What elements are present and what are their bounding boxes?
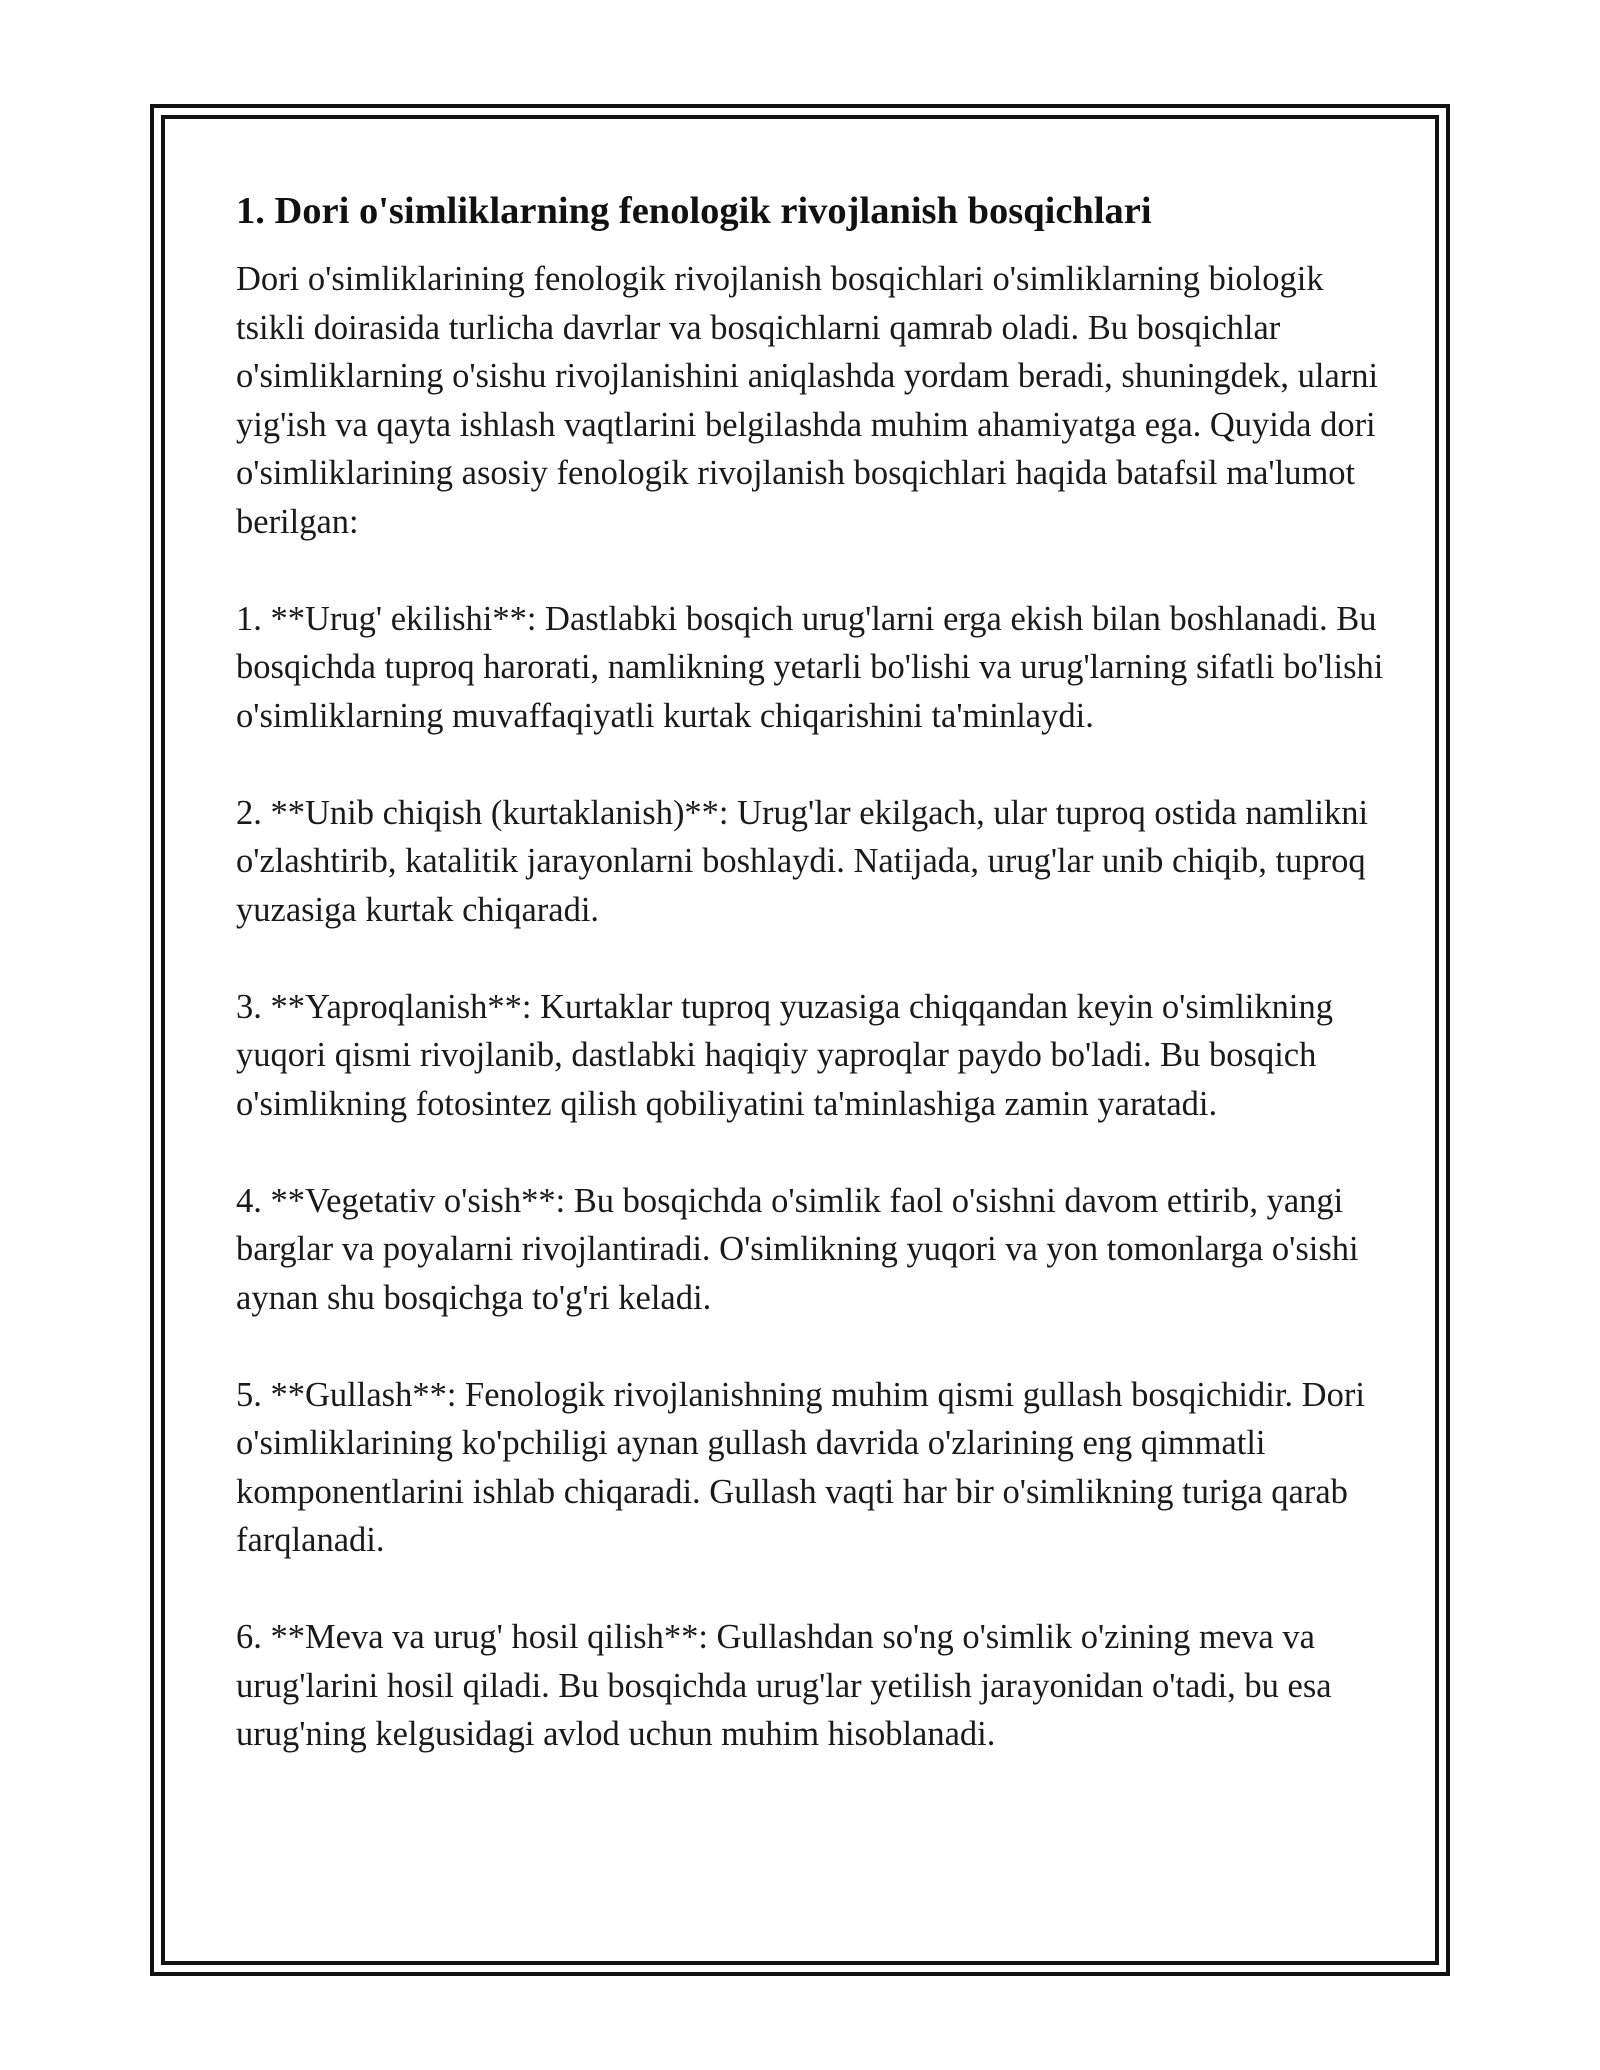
section-title: 1. Dori o'simliklarning fenologik rivojlanish bosqichlari bbox=[236, 190, 1152, 232]
stage-paragraph-3: 3. **Yaproqlanish**: Kurtaklar tuproq yuzasiga chiqqandan keyin o'simlikning yuqori qismi rivojlanib, dastlabki haqiqiy yaproqlar paydo bo'ladi. Bu bosqich o'simlikning fotosintez qilish qobiliyatini ta'minlashiga zamin yaratadi. bbox=[236, 987, 1333, 1123]
stage-paragraph-2: 2. **Unib chiqish (kurtaklanish)**: Urug'lar ekilgach, ular tuproq ostida namlikni o'zlashtirib, katalitik jarayonlarni boshlaydi. Natijada, urug'lar unib chiqib, tuproq yuzasiga kurtak chiqaradi. bbox=[236, 793, 1369, 929]
stage-paragraph-6: 6. **Meva va urug' hosil qilish**: Gullashdan so'ng o'simlik o'zining meva va urug'larini hosil qiladi. Bu bosqichda urug'lar yetilish jarayonidan o'tadi, bu esa urug'ning kelgusidagi avlod uchun muhim hisoblanadi. bbox=[236, 1618, 1332, 1753]
stage-paragraph-4: 4. **Vegetativ o'sish**: Bu bosqichda o'simlik faol o'sishni davom ettirib, yangi barglar va poyalarni rivojlantiradi. O'simlikning yuqori va yon tomonlarga o'sishi aynan shu bosqichga to'g'ri keladi. bbox=[236, 1181, 1359, 1317]
stage-paragraph-1: 1. **Urug' ekilishi**: Dastlabki bosqich urug'larni erga ekish bilan boshlanadi. Bu bosqichda tuproq harorati, namlikning yetarli bo'lishi va urug'larning sifatli bo'lishi o'simliklarning muvaffaqiyatli kurtak chiqarishini ta'minlaydi. bbox=[236, 599, 1384, 735]
intro-paragraph: Dori o'simliklarining fenologik rivojlanish bosqichlari o'simliklarning biologik tsikli doirasida turlicha davrlar va bosqichlarni qamrab oladi. Bu bosqichlar o'simliklarning o'sishu rivojlanishini aniqlashda yordam beradi, shuningdek, ularni yig'ish va qayta ishlash vaqtlarini belgilashda muhim ahamiyatga ega. Quyida dori o'simliklarining asosiy fenologik rivojlanish bosqichlari haqida batafsil ma'lumot berilgan: bbox=[236, 260, 1379, 541]
document-body bbox=[236, 185, 1386, 1807]
stage-paragraph-5: 5. **Gullash**: Fenologik rivojlanishning muhim qismi gullash bosqichidir. Dori o'simliklarining ko'pchiligi aynan gullash davrida o'zlarining eng qimmatli komponentlarini ishlab chiqaradi. Gullash vaqti har bir o'simlikning turiga qarab farqlanadi. bbox=[236, 1375, 1365, 1559]
